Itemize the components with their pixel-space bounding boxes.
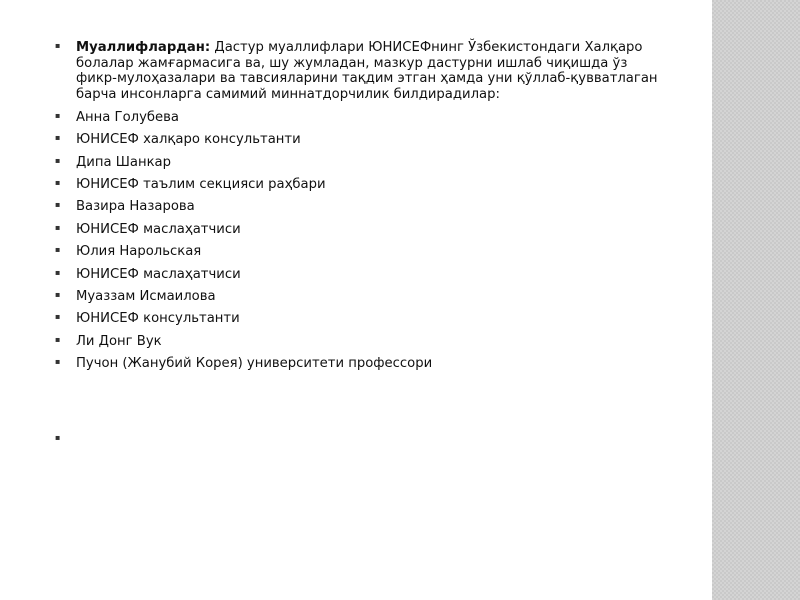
- list-item-text: ЮНИСЕФ консультанти: [76, 311, 240, 327]
- list-item: [52, 289, 672, 305]
- list-item: [52, 222, 672, 238]
- list-item: [52, 311, 672, 327]
- bullet-icon: ▪: [55, 357, 61, 367]
- bullet-icon: ▪: [55, 267, 61, 277]
- list-item-text: Анна Голубева: [76, 109, 179, 125]
- list-item: [52, 334, 672, 350]
- list-item: [52, 177, 672, 193]
- intro-label: Муаллифлардан:: [76, 40, 211, 55]
- bullet-icon: ▪: [55, 200, 61, 210]
- list-item: [52, 132, 672, 148]
- intro-text: Дастур муаллифлари ЮНИСЕФнинг Ўзбекистондаги Халқаро болалар жамғармасига ва, шу жумладан, мазкур дастурни ишлаб чиқишда ўз фикр-мулоҳазалари ва тавсияларини тақдим этган ҳамда уни қўллаб-қувватлаган барча инсонларга самимий миннатдорчилик билдирадилар:: [76, 40, 658, 102]
- bullet-icon: ▪: [55, 133, 61, 143]
- list-item: [52, 155, 672, 171]
- list-item-text: Вазира Назарова: [76, 199, 195, 215]
- list-item-text: ЮНИСЕФ маслаҳатчиси: [76, 266, 241, 282]
- bullet-icon: ▪: [55, 245, 61, 255]
- list-item-text: Юлия Нарольская: [76, 244, 202, 260]
- list-item: [52, 199, 672, 215]
- list-item: [52, 356, 672, 372]
- content-list: [52, 40, 672, 379]
- list-item-text: Ли Донг Вук: [76, 333, 162, 349]
- list-item-text: Муаззам Исмаилова: [76, 289, 216, 304]
- bullet-icon: ▪: [55, 312, 61, 322]
- list-item-text: ЮНИСЕФ халқаро консультанти: [76, 132, 301, 148]
- bullet-icon: ▪: [55, 290, 61, 299]
- list-item: [52, 244, 672, 260]
- bullet-icon: ▪: [55, 155, 61, 165]
- decorative-side-band: [712, 0, 800, 600]
- list-item: [52, 110, 672, 126]
- bullet-icon: ▪: [55, 222, 61, 232]
- list-item-text: Дипа Шанкар: [76, 154, 171, 170]
- list-item-text: Пучон (Жанубий Корея) университети профессори: [76, 356, 433, 372]
- list-item-text: ЮНИСЕФ маслаҳатчиси: [76, 221, 241, 237]
- empty-bullet-icon: ▪: [55, 433, 61, 442]
- bullet-icon: ▪: [55, 41, 61, 50]
- list-item: [52, 267, 672, 283]
- bullet-icon: ▪: [55, 334, 61, 344]
- intro-paragraph: [52, 40, 672, 102]
- bullet-icon: ▪: [55, 110, 61, 120]
- list-item-text: ЮНИСЕФ таълим секцияси раҳбари: [76, 177, 326, 193]
- bullet-icon: ▪: [55, 178, 61, 188]
